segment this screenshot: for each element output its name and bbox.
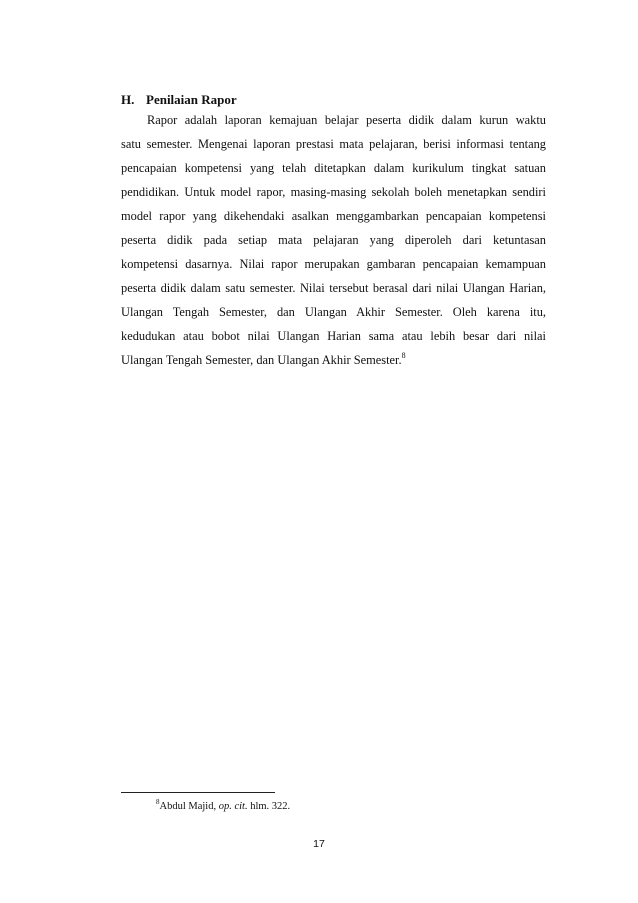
footnote-divider (121, 792, 275, 793)
page-number: 17 (313, 838, 325, 850)
section-heading (121, 92, 237, 108)
footnote-pages: hlm. 322. (247, 801, 291, 812)
paragraph-line: satu semester. Mengenai laporan prestasi mata pelajaran, berisi informasi tentang (121, 137, 546, 151)
footnote-citation: op. cit. (218, 801, 248, 812)
paragraph-line: pendidikan. Untuk model rapor, masing-masing sekolah boleh menetapkan sendiri (121, 185, 546, 199)
paragraph-last-line (121, 348, 546, 372)
footnote (156, 800, 290, 814)
section-number: H. (121, 92, 135, 107)
footnote-author: Abdul Majid, (159, 801, 219, 812)
paragraph-line: pencapaian kompetensi yang telah ditetapkan dalam kurikulum tingkat satuan (121, 161, 546, 175)
paragraph-line: Rapor adalah laporan kemajuan belajar peserta didik dalam kurun waktu (147, 113, 546, 127)
paragraph-line: Ulangan Tengah Semester, dan Ulangan Akhir Semester. (121, 353, 402, 367)
paragraph-line: kedudukan atau bobot nilai Ulangan Harian sama atau lebih besar dari nilai (121, 329, 546, 343)
paragraph-line: Ulangan Tengah Semester, dan Ulangan Akhir Semester. Oleh karena itu, (121, 305, 546, 319)
paragraph-line: kompetensi dasarnya. Nilai rapor merupakan gambaran pencapaian kemampuan (121, 257, 546, 271)
footnote-marker: 8 (156, 798, 160, 806)
paragraph-line: peserta didik dalam satu semester. Nilai tersebut berasal dari nilai Ulangan Harian, (121, 281, 546, 295)
section-title: Penilaian Rapor (146, 92, 237, 107)
body-paragraph (121, 108, 546, 372)
paragraph-line: peserta didik pada setiap mata pelajaran yang diperoleh dari ketuntasan (121, 233, 546, 247)
footnote-reference[interactable]: 8 (401, 351, 406, 360)
paragraph-line: model rapor yang dikehendaki asalkan menggambarkan pencapaian kompetensi (121, 209, 546, 223)
